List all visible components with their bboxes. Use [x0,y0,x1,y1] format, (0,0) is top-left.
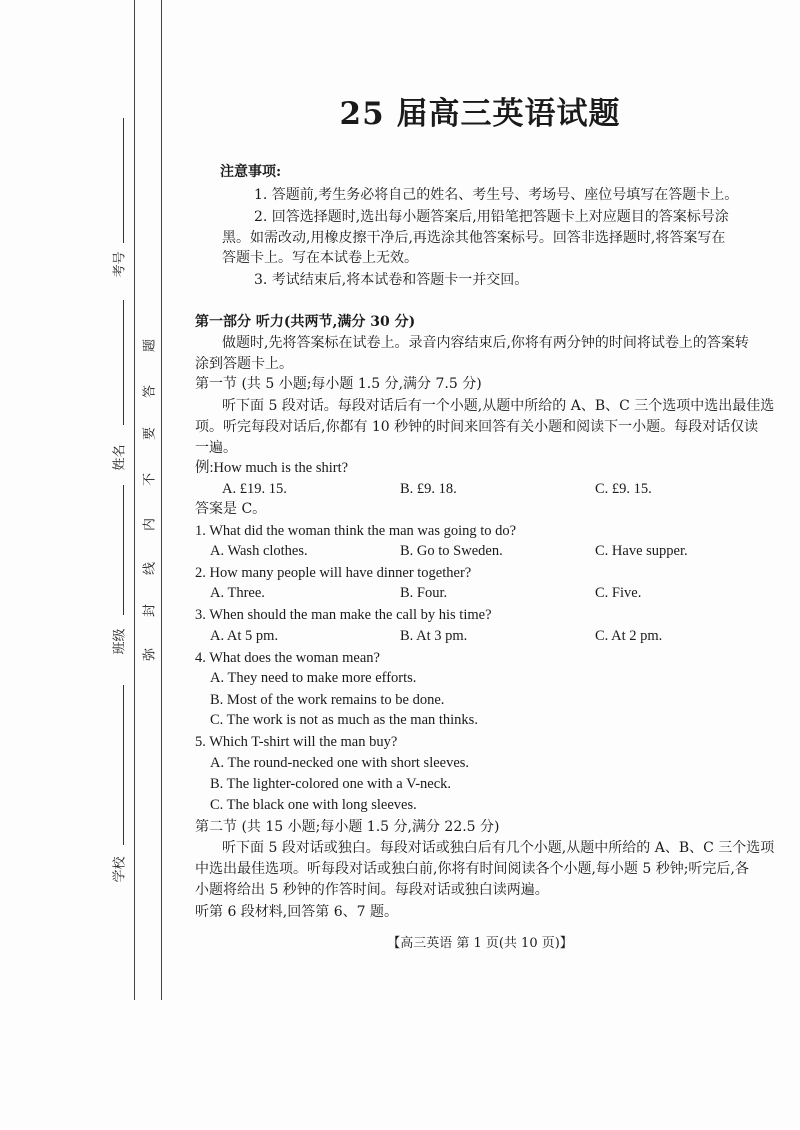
notice-line: 3. 考试结束后,将本试卷和答题卡一并交回。 [254,272,529,288]
part1-heading: 第一部分 听力(共两节,满分 30 分) [195,314,416,330]
section2-intro-line: 听下面 5 段对话或独白。每段对话或独白后有几个小题,从题中所给的 A、B、C 三个选项 [222,840,775,856]
seal-char: 要 [142,427,158,441]
example-option: B. £9. 18. [400,481,457,497]
question-option: B. Most of the work remains to be done. [210,692,445,708]
question-stem: 5. Which T-shirt will the man buy? [195,734,398,750]
example-option: C. £9. 15. [595,481,652,497]
question-option: C. The black one with long sleeves. [210,797,417,813]
school-label: 学校 [112,856,128,883]
class-label: 班级 [112,628,128,655]
seal-char: 弥 [142,648,158,662]
page-footer: 【高三英语 第 1 页(共 10 页)】 [387,936,573,951]
section1-intro-line: 一遍。 [195,440,237,456]
question-stem: 3. When should the man make the call by his time? [195,607,492,623]
exam-no-line [123,118,124,243]
seal-char: 不 [142,473,158,487]
section1-intro-line: 项。听完每段对话后,你都有 10 秒钟的时间来回答有关小题和阅读下一小题。每段对话仅读 [195,419,759,435]
question-stem: 1. What did the woman think the man was going to do? [195,523,517,539]
section2-intro-line: 中选出最佳选项。听每段对话或独白前,你将有时间阅读各个小题,每小题 5 秒钟;听完后,各 [195,861,749,877]
part1-intro-line: 做题时,先将答案标在试卷上。录音内容结束后,你将有两分钟的时间将试卷上的答案转 [222,335,749,351]
notice-heading: 注意事项: [220,164,282,180]
question-option: C. Have supper. [595,543,688,559]
section2-heading: 第二节 (共 15 小题;每小题 1.5 分,满分 22.5 分) [195,819,500,835]
class-line [123,485,124,615]
question-option: C. At 2 pm. [595,628,663,644]
part1-intro-line: 涂到答题卡上。 [195,356,293,372]
question-option: A. At 5 pm. [210,628,279,644]
example-answer: 答案是 C。 [195,501,267,517]
example-option: A. £19. 15. [222,481,287,497]
example-stem: 例:How much is the shirt? [195,460,349,476]
seal-char: 封 [142,604,158,618]
question-option: C. Five. [595,585,642,601]
question-option: B. The lighter-colored one with a V-neck. [210,776,452,792]
seal-char: 线 [142,562,158,576]
seal-char: 内 [142,518,158,532]
question-option: A. They need to make more efforts. [210,670,417,686]
question-option: A. Wash clothes. [210,543,308,559]
notice-line: 答题卡上。写在本试卷上无效。 [222,250,418,266]
question-option: B. At 3 pm. [400,628,468,644]
seal-char: 答 [142,385,158,399]
section2-intro-line: 小题将给出 5 秒钟的作答时间。每段对话或独白读两遍。 [195,882,549,898]
question-option: A. The round-necked one with short sleeves. [210,755,470,771]
school-line [123,685,124,845]
notice-line: 2. 回答选择题时,选出每小题答案后,用铅笔把答题卡上对应题目的答案标号涂 [254,209,729,225]
question-option: C. The work is not as much as the man thinks. [210,712,478,728]
margin-rule-inner [161,0,162,1000]
page-title: 25 届高三英语试题 [339,96,621,132]
margin-rule-outer [134,0,135,1000]
question-option: B. Go to Sweden. [400,543,503,559]
seal-char: 题 [142,339,158,353]
question-option: A. Three. [210,585,265,601]
question-stem: 4. What does the woman mean? [195,650,380,666]
question-option: B. Four. [400,585,448,601]
section1-heading: 第一节 (共 5 小题;每小题 1.5 分,满分 7.5 分) [195,376,482,392]
material-note: 听第 6 段材料,回答第 6、7 题。 [195,904,398,920]
notice-line: 1. 答题前,考生务必将自己的姓名、考生号、考场号、座位号填写在答题卡上。 [254,187,739,203]
question-stem: 2. How many people will have dinner together? [195,565,472,581]
exam-no-label: 考号 [112,251,128,278]
notice-line: 黑。如需改动,用橡皮擦干净后,再选涂其他答案标号。回答非选择题时,将答案写在 [222,230,726,246]
name-label: 姓名 [112,444,128,471]
section1-intro-line: 听下面 5 段对话。每段对话后有一个小题,从题中所给的 A、B、C 三个选项中选出最佳选 [222,398,775,414]
name-line [123,300,124,425]
